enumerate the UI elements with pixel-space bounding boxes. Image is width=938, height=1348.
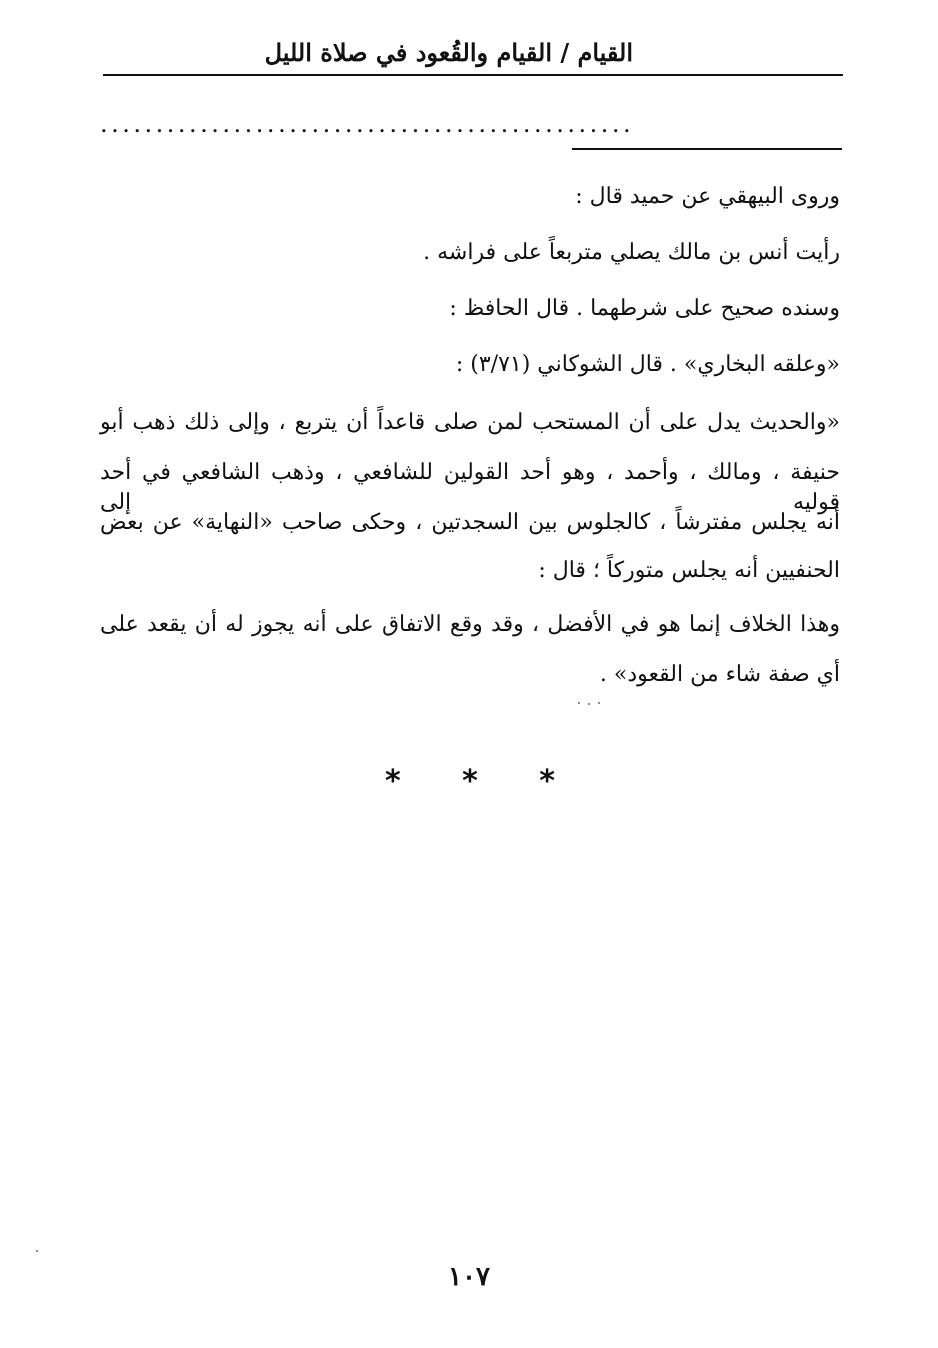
text-line-4: «وعلقه البخاري» . قال الشوكاني (٣/٧١) : bbox=[455, 352, 840, 377]
page-number: ١٠٧ bbox=[448, 1262, 490, 1292]
asterisk-icon: * bbox=[462, 764, 478, 799]
asterisk-icon: * bbox=[539, 764, 555, 799]
text-line-1: وروى البيهقي عن حميد قال : bbox=[575, 184, 840, 209]
section-ornament bbox=[385, 764, 555, 799]
scan-speck bbox=[588, 703, 590, 705]
scan-speck bbox=[36, 1250, 38, 1252]
dotted-separator: ................................................ bbox=[100, 112, 635, 136]
text-line-9: وهذا الخلاف إنما هو في الأفضل ، وقد وقع الاتفاق على أنه يجوز له أن يقعد على bbox=[100, 612, 840, 637]
text-line-6: حنيفة ، ومالك ، وأحمد ، وهو أحد القولين للشافعي ، وذهب الشافعي في أحد قوليه إلى bbox=[100, 460, 840, 515]
text-line-7: أنه يجلس مفترشاً ، كالجلوس بين السجدتين ، وحكى صاحب «النهاية» عن بعض bbox=[100, 510, 840, 535]
scan-speck bbox=[598, 702, 600, 704]
text-line-5: «والحديث يدل على أن المستحب لمن صلى قاعداً أن يتربع ، وإلى ذلك ذهب أبو bbox=[100, 410, 840, 435]
text-line-3: وسنده صحيح على شرطهما . قال الحافظ : bbox=[449, 296, 840, 321]
asterisk-icon: * bbox=[385, 764, 401, 799]
header-rule bbox=[103, 74, 843, 76]
scan-speck bbox=[578, 702, 580, 704]
text-line-8: الحنفيين أنه يجلس متوركاً ؛ قال : bbox=[538, 558, 840, 583]
text-line-2: رأيت أنس بن مالك يصلي متربعاً على فراشه . bbox=[423, 240, 840, 265]
text-line-10: أي صفة شاء من القعود» . bbox=[599, 662, 840, 687]
footnote-rule bbox=[572, 148, 842, 150]
running-header-title: القيام / القيام والقُعود في صلاة الليل bbox=[264, 38, 633, 67]
